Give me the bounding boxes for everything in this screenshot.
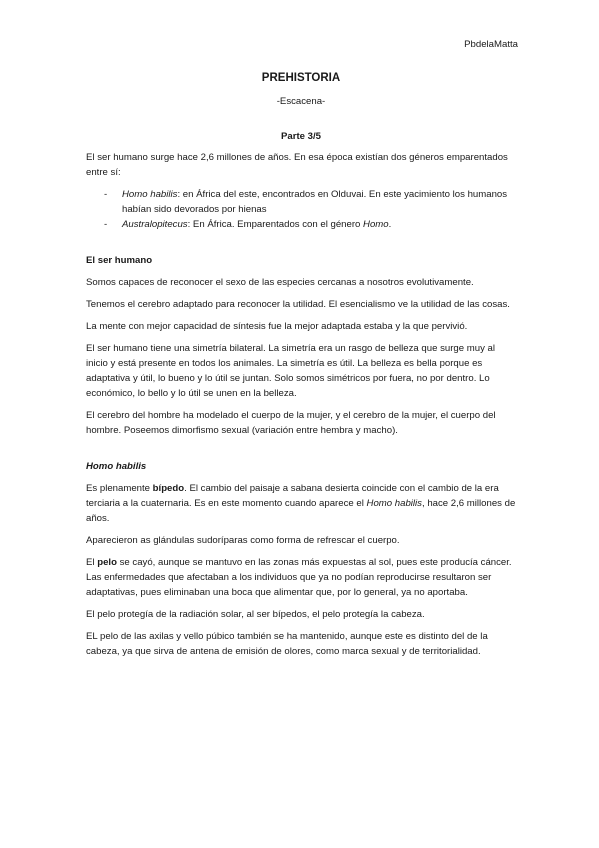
paragraph: El pelo protegía de la radiación solar, al ser bípedos, el pelo protegía la cabeza. [86,609,425,620]
paragraph: El cerebro del hombre ha modelado el cuerpo de la mujer, y el cerebro de la mujer, el cuerpo del hombre. Poseemos dimorfismo sexual (variación entre hembra y macho). [86,410,496,436]
list-item [86,187,516,217]
bold-term: pelo [97,557,117,568]
paragraph: EL pelo de las axilas y vello púbico también se ha mantenido, aunque este es distinto del de la cabeza, ya que sirva de antena de emisión de olores, como marca sexual y de territorialidad. [86,631,488,657]
list-end: . [388,219,392,230]
list-term: Australopitecus [122,219,188,230]
paragraph: El pelo se cayó, aunque se mantuvo en las zonas más expuestas al sol, pues este producía cáncer. Las enfermedades que afectaban a los individuos que ya no podían reproducirse resultaron ser adaptativas, pues eliminaban una boca que alimentar que, por lo general, ya no aportaba. [86,557,512,598]
bold-term: bípedo [152,483,185,494]
author-name: PbdelaMatta [464,39,518,50]
document-title: PREHISTORIA [261,72,341,84]
paragraph: Es plenamente bípedo. El cambio del paisaje a sabana desierta coincide con el cambio de la era terciaria a la cuaternaria. Es en este momento cuando aparece el Homo habilis, hace 2,6 millones de años. [86,483,516,524]
section-heading-homo-habilis: Homo habilis [86,461,147,472]
list-dash: - [104,219,108,230]
list-item [86,217,516,232]
list-dash: - [104,189,108,200]
list-text: : en África del este, encontrados en Olduvai. En este yacimiento los humanos habían sido devorados por hienas [122,189,508,215]
intro-paragraph: El ser humano surge hace 2,6 millones de años. En esa época existían dos géneros emparentados entre sí: [86,152,508,178]
part-label: Parte 3/5 [280,131,321,142]
paragraph: Aparecieron as glándulas sudoríparas como forma de refrescar el cuerpo. [86,535,400,546]
paragraph: La mente con mejor capacidad de síntesis fue la mejor adaptada estaba y la que pervivió. [86,321,468,332]
genera-list [86,187,516,232]
document-body [86,71,516,666]
section-heading-ser-humano: El ser humano [86,255,153,266]
paragraph: Somos capaces de reconocer el sexo de las especies cercanas a nosotros evolutivamente. [86,277,474,288]
italic-term: Homo habilis [366,498,422,509]
list-text: : En África. Emparentados con el género [187,219,364,230]
list-term: Homo habilis [122,189,178,200]
paragraph: El ser humano tiene una simetría bilateral. La simetría era un rasgo de belleza que surge muy al inicio y está presente en todos los animales. La simetría es útil. La belleza es bella porque es adaptativa y útil, lo bueno y lo útil se juntan. Solo somos simétricos por fuera, no por dentro. Lo económico, lo bello y lo útil se unen en la belleza. [86,343,496,399]
list-term-genus: Homo [363,219,389,230]
document-subtitle: -Escacena- [276,96,326,107]
paragraph: Tenemos el cerebro adaptado para reconocer la utilidad. El esencialismo ve la utilidad de las cosas. [86,299,510,310]
